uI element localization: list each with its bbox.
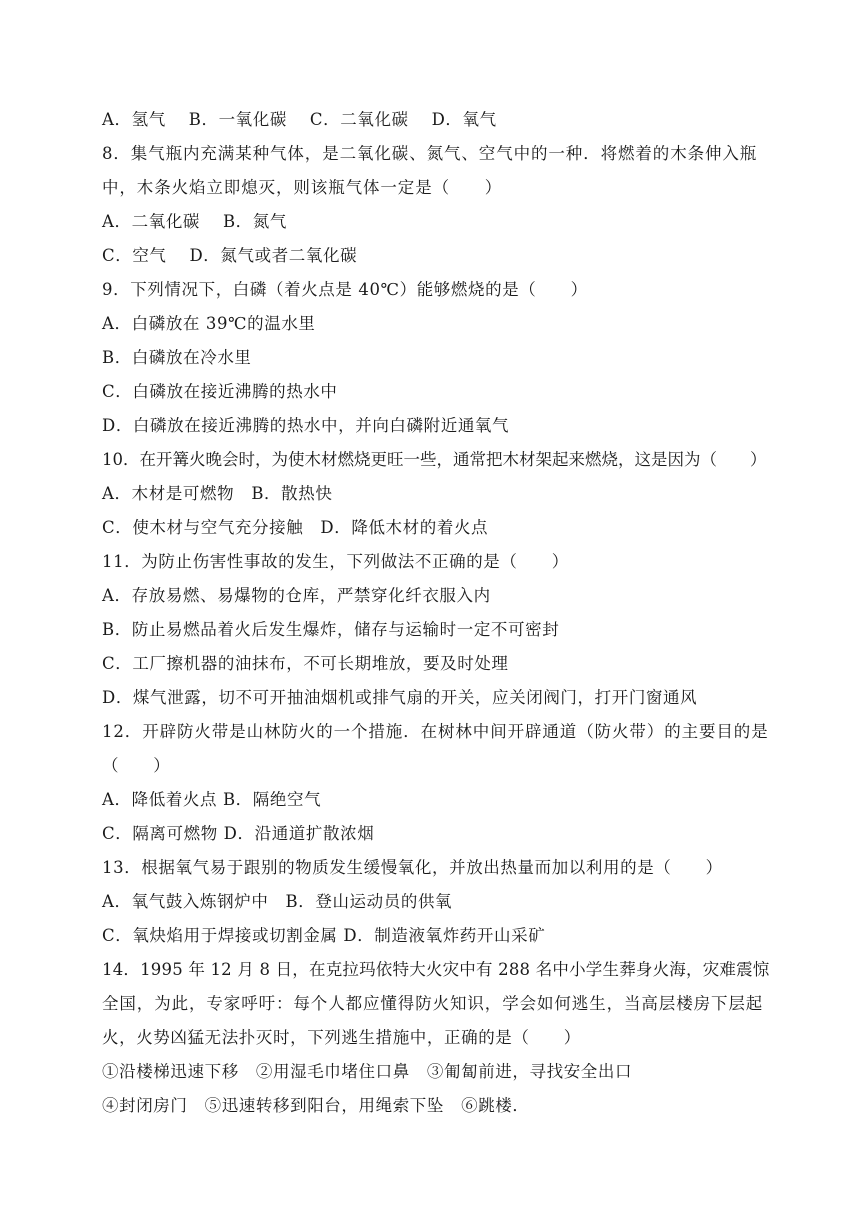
q12-stem-line-1: 12．开辟防火带是山林防火的一个措施．在树林中间开辟通道（防火带）的主要目的是 xyxy=(102,722,769,741)
q10-options-ab: A．木材是可燃物 B．散热快 xyxy=(102,484,333,503)
q8-stem-line-2: 中，木条火焰立即熄灭，则该瓶气体一定是（ ） xyxy=(102,178,503,197)
q13-options-ab: A．氧气鼓入炼钢炉中 B．登山运动员的供氧 xyxy=(102,892,453,911)
q9-option-d: D．白磷放在接近沸腾的热水中，并向白磷附近通氧气 xyxy=(102,416,510,435)
q8-options-cd: C．空气 D．氮气或者二氧化碳 xyxy=(102,246,358,265)
q9-stem: 9．下列情况下，白磷（着火点是 40℃）能够燃烧的是（ ） xyxy=(102,280,588,299)
q11-option-b: B．防止易燃品着火后发生爆炸，储存与运输时一定不可密封 xyxy=(102,620,560,639)
q7-options: A．氢气 B．一氧化碳 C．二氧化碳 D．氧气 xyxy=(102,110,497,129)
q14-stem-line-1: 14．1995 年 12 月 8 日，在克拉玛依特大火灾中有 288 名中小学生葬身火海，灾难震惊 xyxy=(102,960,770,979)
q8-options-ab: A．二氧化碳 B．氮气 xyxy=(102,212,287,231)
q11-option-c: C．工厂擦机器的油抹布，不可长期堆放，要及时处理 xyxy=(102,654,509,673)
q13-options-cd: C．氧炔焰用于焊接或切割金属 D．制造液氧炸药开山采矿 xyxy=(102,926,546,945)
q9-option-c: C．白磷放在接近沸腾的热水中 xyxy=(102,382,338,401)
q14-stem-line-2: 全国，为此，专家呼吁：每个人都应懂得防火知识，学会如何逃生，当高层楼房下层起 xyxy=(102,994,764,1013)
q8-stem-line-1: 8．集气瓶内充满某种气体，是二氧化碳、氮气、空气中的一种．将燃着的木条伸入瓶 xyxy=(102,144,758,163)
q13-stem: 13．根据氧气易于跟别的物质发生缓慢氧化，并放出热量而加以利用的是（ ） xyxy=(102,858,723,877)
q11-stem: 11．为防止伤害性事故的发生，下列做法不正确的是（ ） xyxy=(102,552,569,571)
q12-options-cd: C．隔离可燃物 D．沿通道扩散浓烟 xyxy=(102,824,375,843)
q9-option-b: B．白磷放在冷水里 xyxy=(102,348,252,367)
q11-option-a: A．存放易燃、易爆物的仓库，严禁穿化纤衣服入内 xyxy=(102,586,491,605)
q10-options-cd: C．使木材与空气充分接触 D．降低木材的着火点 xyxy=(102,518,489,537)
q14-stem-line-3: 火，火势凶猛无法扑灭时，下列逃生措施中，正确的是（ ） xyxy=(102,1028,581,1047)
q9-option-a: A．白磷放在 39℃的温水里 xyxy=(102,314,316,333)
q12-stem-line-2: （ ） xyxy=(102,756,171,775)
q10-stem: 10．在开篝火晚会时，为使木材燃烧更旺一些，通常把木材架起来燃烧，这是因为（ ） xyxy=(102,450,767,469)
q12-options-ab: A．降低着火点 B．隔绝空气 xyxy=(102,790,322,809)
q11-option-d: D．煤气泄露，切不可开抽油烟机或排气扇的开关，应关闭阀门，打开门窗通风 xyxy=(102,688,698,707)
q14-measures-4-6: ④封闭房门 ⑤迅速转移到阳台，用绳索下坠 ⑥跳楼． xyxy=(102,1096,530,1115)
q14-measures-1-3: ①沿楼梯迅速下移 ②用湿毛巾堵住口鼻 ③匍匐前进，寻找安全出口 xyxy=(102,1062,633,1081)
